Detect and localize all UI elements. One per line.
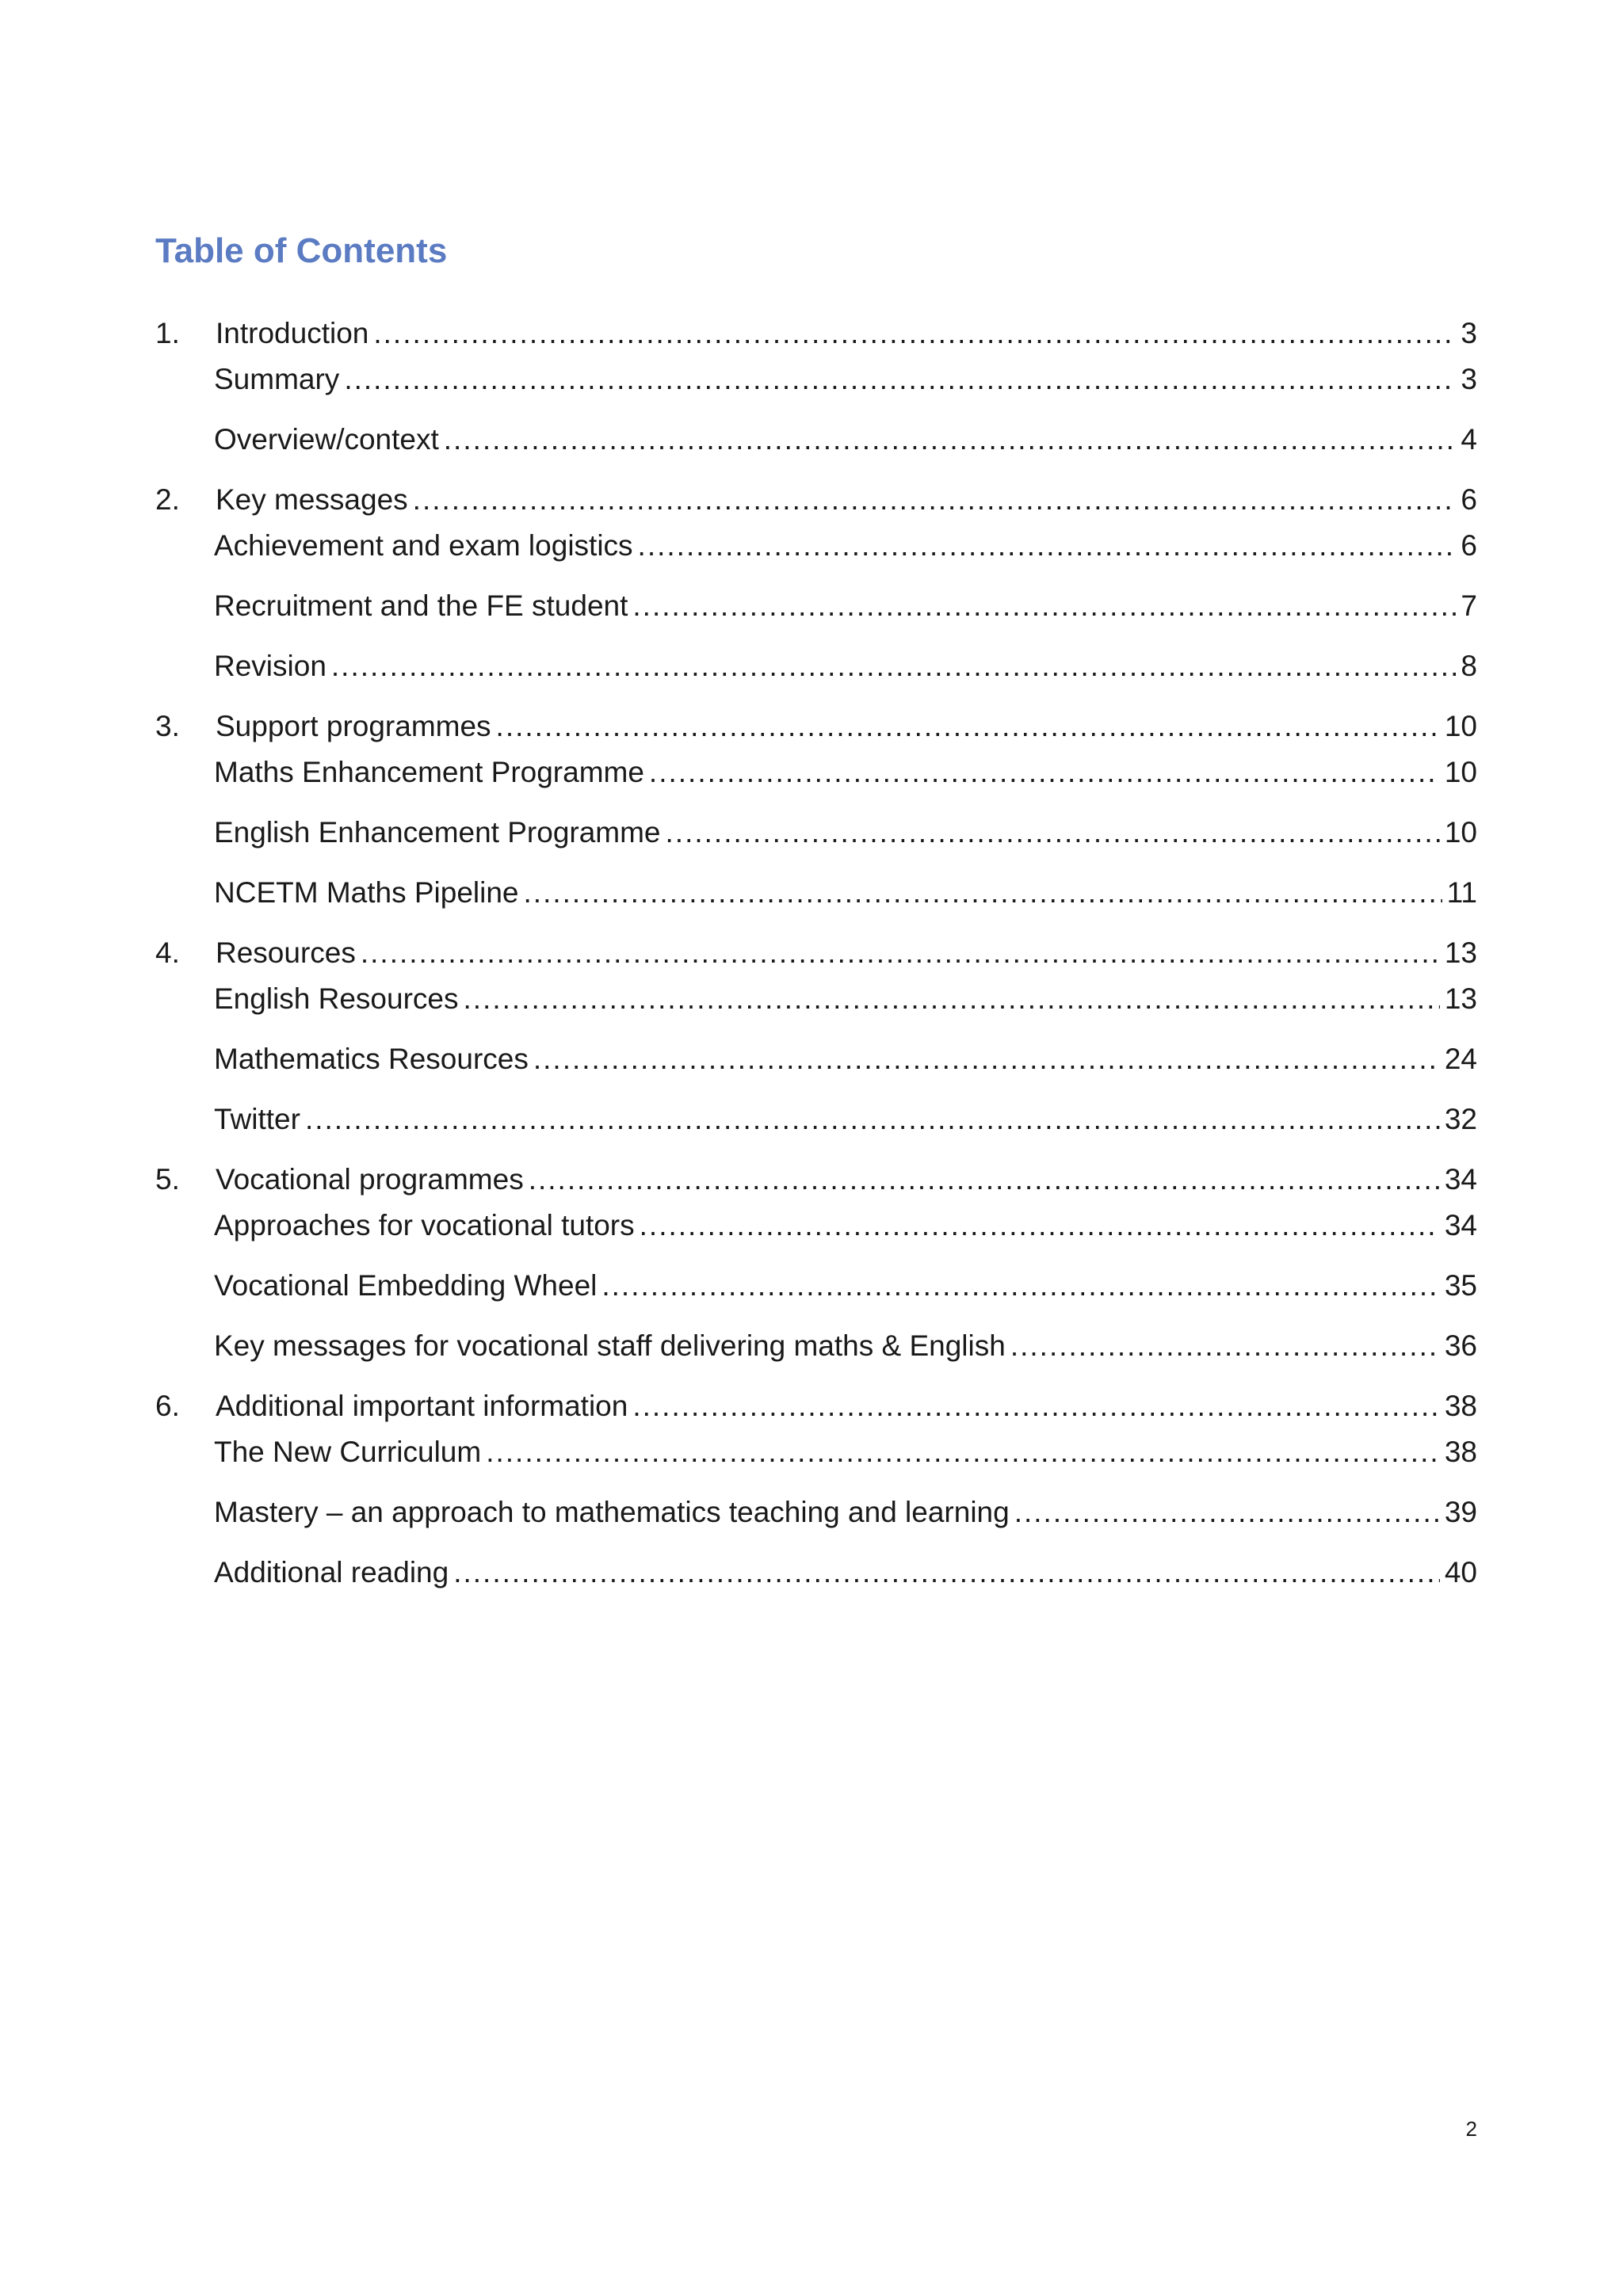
toc-page-ref: 6 (1461, 483, 1477, 516)
toc-page-ref: 38 (1444, 1436, 1477, 1468)
dot-leader (638, 528, 1457, 564)
toc-sub-english-resources[interactable] (155, 981, 1477, 1017)
toc-section-support-programmes[interactable] (155, 708, 1477, 745)
dot-leader (331, 648, 1457, 685)
toc-page-ref: 10 (1444, 756, 1477, 788)
toc-sub-mastery[interactable] (155, 1494, 1477, 1531)
dot-leader (361, 935, 1440, 971)
toc-section-additional-info[interactable] (155, 1388, 1477, 1425)
dot-leader (649, 754, 1440, 791)
toc-heading: Table of Contents (155, 231, 448, 270)
toc-page-ref: 13 (1444, 936, 1477, 969)
dot-leader (533, 1041, 1440, 1077)
toc-sub-title: Twitter (214, 1103, 300, 1135)
dot-leader (344, 361, 1456, 398)
toc-sub-approaches-vocational[interactable] (155, 1207, 1477, 1244)
toc-sub-new-curriculum[interactable] (155, 1434, 1477, 1470)
toc-sub-title: Mastery – an approach to mathematics teaching and learning (214, 1496, 1010, 1528)
toc-section-number: 6. (155, 1390, 180, 1422)
toc-sub-twitter[interactable] (155, 1101, 1477, 1138)
toc-sub-title: NCETM Maths Pipeline (214, 876, 519, 909)
toc-section-title: Vocational programmes (216, 1163, 524, 1196)
toc-page-ref: 6 (1461, 529, 1477, 562)
toc-page-ref: 40 (1444, 1556, 1477, 1589)
toc-sub-embedding-wheel[interactable] (155, 1268, 1477, 1304)
toc-page-ref: 3 (1461, 363, 1477, 395)
toc-section-introduction[interactable] (155, 315, 1477, 352)
toc-sub-title: Summary (214, 363, 340, 395)
toc-page-ref: 7 (1461, 589, 1477, 622)
toc-section-title: Key messages (216, 483, 408, 516)
toc-sub-summary[interactable] (155, 361, 1477, 398)
toc-page-ref: 34 (1444, 1163, 1477, 1196)
toc-page-ref: 13 (1444, 982, 1477, 1015)
toc-section-vocational-programmes[interactable] (155, 1161, 1477, 1198)
page-number: 2 (1465, 2117, 1477, 2141)
table-of-contents (155, 315, 1477, 1591)
toc-sub-title: English Resources (214, 982, 459, 1015)
toc-sub-ncetm-pipeline[interactable] (155, 875, 1477, 911)
toc-section-number: 3. (155, 710, 180, 742)
toc-section-title: Additional important information (216, 1390, 628, 1422)
toc-sub-title: Approaches for vocational tutors (214, 1209, 635, 1241)
toc-sub-title: Maths Enhancement Programme (214, 756, 644, 788)
dot-leader (529, 1161, 1440, 1198)
toc-page-ref: 36 (1444, 1329, 1477, 1362)
toc-sub-maths-enhancement[interactable] (155, 754, 1477, 791)
toc-section-number: 4. (155, 936, 180, 969)
toc-sub-title: Vocational Embedding Wheel (214, 1269, 598, 1302)
toc-sub-english-enhancement[interactable] (155, 814, 1477, 851)
toc-sub-revision[interactable] (155, 648, 1477, 685)
toc-sub-title: Recruitment and the FE student (214, 589, 628, 622)
toc-page-ref: 24 (1444, 1043, 1477, 1075)
toc-page-ref: 10 (1444, 710, 1477, 742)
toc-sub-title: English Enhancement Programme (214, 816, 661, 849)
dot-leader (1014, 1494, 1440, 1531)
toc-page-ref: 4 (1461, 423, 1477, 456)
dot-leader (444, 421, 1457, 458)
toc-sub-title: Key messages for vocational staff delivering maths & English (214, 1329, 1006, 1362)
dot-leader (601, 1268, 1439, 1304)
toc-sub-title: Mathematics Resources (214, 1043, 529, 1075)
toc-section-title: Support programmes (216, 710, 491, 742)
toc-sub-overview-context[interactable] (155, 421, 1477, 458)
toc-section-number: 1. (155, 317, 180, 349)
toc-page-ref: 39 (1444, 1496, 1477, 1528)
dot-leader (632, 1388, 1440, 1425)
dot-leader (666, 814, 1440, 851)
toc-page-ref: 11 (1446, 876, 1477, 909)
dot-leader (640, 1207, 1440, 1244)
toc-sub-achievement[interactable] (155, 528, 1477, 564)
dot-leader (305, 1101, 1440, 1138)
toc-page-ref: 34 (1444, 1209, 1477, 1241)
toc-sub-additional-reading[interactable] (155, 1554, 1477, 1591)
toc-page-ref: 8 (1461, 650, 1477, 682)
toc-section-resources[interactable] (155, 935, 1477, 971)
dot-leader (632, 588, 1456, 624)
dot-leader (373, 315, 1456, 352)
dot-leader (1010, 1328, 1440, 1364)
toc-sub-title: Revision (214, 650, 327, 682)
toc-section-title: Resources (216, 936, 356, 969)
toc-page-ref: 35 (1444, 1269, 1477, 1302)
dot-leader (496, 708, 1440, 745)
toc-section-key-messages[interactable] (155, 482, 1477, 518)
toc-section-number: 5. (155, 1163, 180, 1196)
dot-leader (453, 1554, 1440, 1591)
toc-sub-recruitment[interactable] (155, 588, 1477, 624)
toc-page-ref: 3 (1461, 317, 1477, 349)
toc-page-ref: 32 (1444, 1103, 1477, 1135)
toc-sub-key-messages-vocational[interactable] (155, 1328, 1477, 1364)
toc-section-number: 2. (155, 483, 180, 516)
toc-sub-title: Additional reading (214, 1556, 449, 1589)
dot-leader (463, 981, 1439, 1017)
toc-section-title: Introduction (216, 317, 369, 349)
toc-sub-title: The New Curriculum (214, 1436, 482, 1468)
dot-leader (524, 875, 1442, 911)
dot-leader (486, 1434, 1440, 1470)
toc-sub-mathematics-resources[interactable] (155, 1041, 1477, 1077)
toc-page-ref: 38 (1444, 1390, 1477, 1422)
dot-leader (413, 482, 1457, 518)
toc-sub-title: Achievement and exam logistics (214, 529, 633, 562)
toc-page-ref: 10 (1444, 816, 1477, 849)
toc-sub-title: Overview/context (214, 423, 439, 456)
